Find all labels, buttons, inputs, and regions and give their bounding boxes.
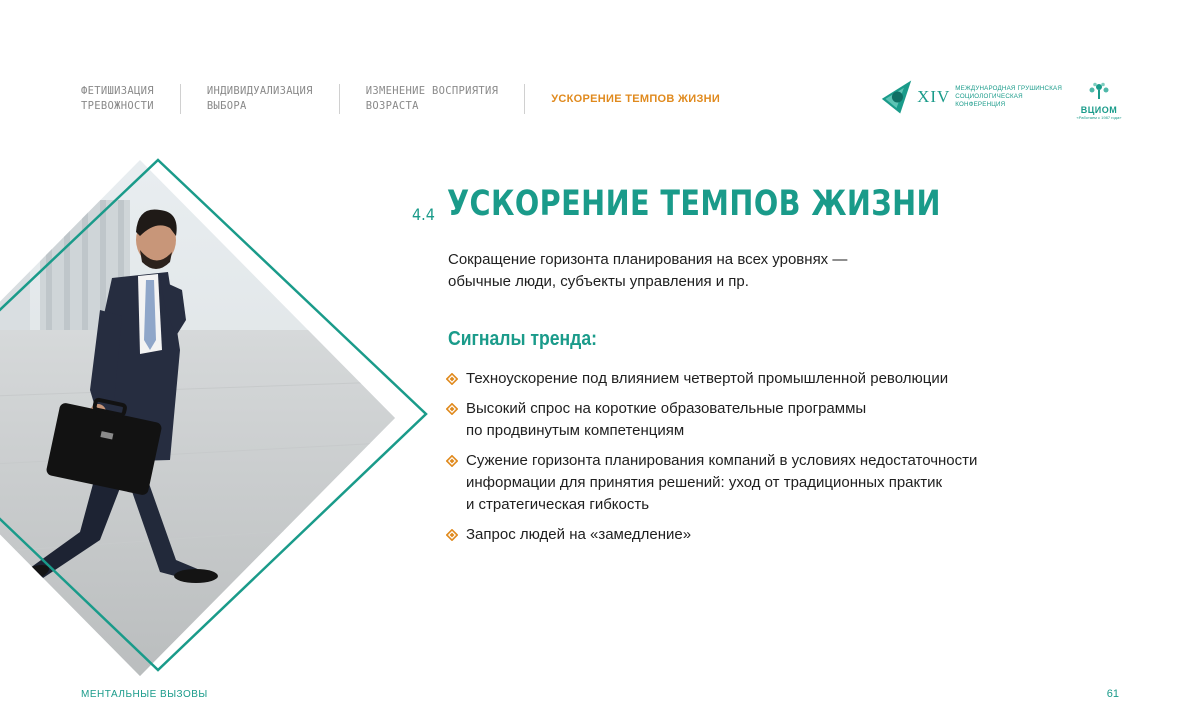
top-navigation: [81, 84, 720, 114]
list-item: [446, 398, 1066, 442]
nav-item-age[interactable]: [366, 84, 525, 114]
tree-icon: [1086, 82, 1112, 100]
vciom-wordmark: ВЦИОМ: [1080, 105, 1118, 115]
slide-title: УСКОРЕНИЕ ТЕМПОВ ЖИЗНИ: [447, 184, 941, 224]
nav-item-label-line1: ФЕТИШИЗАЦИЯ: [81, 85, 154, 97]
list-item: [446, 450, 1066, 516]
nav-item-acceleration-active[interactable]: [551, 84, 720, 114]
diamond-bullet-icon: [446, 455, 458, 467]
nav-item-label-line2: ТРЕВОЖНОСТИ: [81, 100, 154, 112]
conference-logo: [880, 74, 1065, 120]
slide-lead-text: Сокращение горизонта планирования на всех уровнях — обычные люди, субъекты управления и пр.: [448, 251, 848, 290]
list-item: [446, 524, 1066, 546]
footer-section-label: МЕНТАЛЬНЫЕ ВЫЗОВЫ: [81, 689, 208, 700]
signals-list: [446, 368, 1066, 554]
vciom-tagline: «Работаем с 1987 года»: [1076, 115, 1122, 120]
section-number: 4.4: [412, 205, 435, 224]
nav-item-label-line2: ВОЗРАСТА: [365, 100, 419, 112]
conference-numeral: XIV: [917, 87, 951, 106]
diamond-bullet-icon: [446, 529, 458, 541]
list-item: [446, 368, 1066, 390]
signal-text: Запрос людей на «замедление»: [466, 526, 692, 543]
signal-text: Высокий спрос на короткие образовательные программы по продвинутым компетенциям: [466, 400, 867, 439]
vciom-logo: [1074, 82, 1124, 122]
nav-item-label-line2: ВЫБОРА: [206, 100, 247, 112]
signals-subheading: Сигналы тренда:: [448, 328, 597, 350]
nav-item-active-label: УСКОРЕНИЕ ТЕМПОВ ЖИЗНИ: [551, 92, 721, 105]
nav-item-choice[interactable]: [207, 84, 340, 114]
businessman-photo: [0, 140, 440, 685]
signal-text: Техноускорение под влиянием четвертой промышленной революции: [466, 370, 949, 387]
diamond-bullet-icon: [446, 373, 458, 385]
diamond-photo-frame: [0, 140, 440, 685]
page-number: 61: [1106, 688, 1119, 700]
nav-item-label-line1: ИЗМЕНЕНИЕ ВОСПРИЯТИЯ: [365, 85, 499, 97]
signal-text: Сужение горизонта планирования компаний в условиях недостаточности информации для принятия решений: уход от традиционных практик и стратегическая гибкость: [466, 452, 978, 513]
nav-item-label-line1: ИНДИВИДУАЛИЗАЦИЯ: [206, 85, 313, 97]
diamond-bullet-icon: [446, 403, 458, 415]
conference-name: МЕЖДУНАРОДНАЯ ГРУШИНСКАЯ СОЦИОЛОГИЧЕСКАЯ КОНФЕРЕНЦИЯ: [955, 85, 1063, 108]
nav-item-anxiety[interactable]: [81, 84, 181, 114]
conference-emblem-icon: [880, 77, 913, 117]
